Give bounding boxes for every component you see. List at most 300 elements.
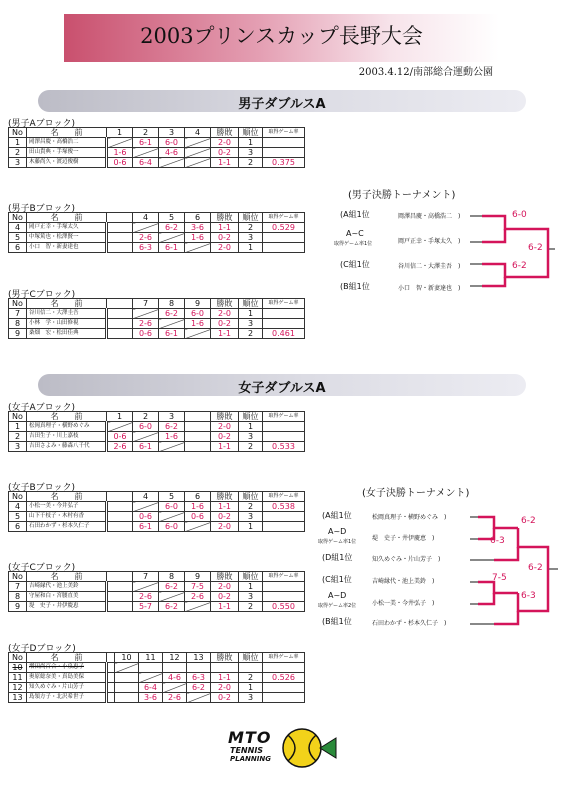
col-name: 名 前 xyxy=(27,299,107,309)
rank-cell: 1 xyxy=(239,522,263,532)
score-cell: 6-1 xyxy=(133,442,159,452)
rank-cell: 1 xyxy=(239,683,263,693)
men-block-b-table xyxy=(8,212,305,253)
col-spacer xyxy=(185,412,211,422)
wins-cell: 0-2 xyxy=(211,148,239,158)
rate-cell xyxy=(263,432,305,442)
bracket-win-line xyxy=(478,593,494,604)
entry-label: (A組1位 xyxy=(322,511,352,520)
table-row xyxy=(9,158,305,168)
rank-cell: 2 xyxy=(239,223,263,233)
score-cell: 6-4 xyxy=(139,683,163,693)
rate-cell xyxy=(263,422,305,432)
entry-note xyxy=(318,536,356,545)
table-row xyxy=(9,522,305,532)
match-score: 6-2 xyxy=(521,516,536,526)
score-cell: 0-6 xyxy=(107,432,133,442)
logo-text: PLANNING xyxy=(230,755,271,763)
col-opponent: 3 xyxy=(159,128,185,138)
men-block-b-title: (男子Bブロック) xyxy=(8,204,76,214)
score-cell: 0-6 xyxy=(133,329,159,339)
score-cell: 0-6 xyxy=(133,512,159,522)
entry-note xyxy=(318,600,356,609)
pair-name: 吉崎縁代・池上美鈴 xyxy=(27,582,107,592)
col-opponent: 1 xyxy=(107,412,133,422)
table-row xyxy=(9,683,305,693)
col-opponent: 13 xyxy=(187,653,211,663)
col-name: 名 前 xyxy=(27,492,107,502)
col-opponent: 2 xyxy=(133,128,159,138)
col-rank: 順位 xyxy=(239,653,263,663)
col-spacer xyxy=(107,492,133,502)
rate-cell: 0.375 xyxy=(263,158,305,168)
spacer-cell xyxy=(107,329,133,339)
self-cell xyxy=(159,233,185,243)
entry-name: 谷川信二・大澤圭吾 ) xyxy=(398,263,461,270)
col-no: No xyxy=(9,653,27,663)
score-cell: 2-6 xyxy=(133,592,159,602)
col-opponent: 4 xyxy=(133,213,159,223)
col-wins: 勝敗 xyxy=(211,213,239,223)
table-row xyxy=(9,432,305,442)
score-cell: 3-6 xyxy=(185,223,211,233)
bracket-line-red xyxy=(518,528,532,547)
score-cell: 7-5 xyxy=(185,582,211,592)
col-opponent: 9 xyxy=(185,572,211,582)
men-block-c-title: (男子Cブロック) xyxy=(8,290,76,300)
col-game-rate: 取得ゲーム率 xyxy=(263,653,305,663)
row-no: 6 xyxy=(9,522,27,532)
self-cell xyxy=(133,502,159,512)
empty-cell xyxy=(187,663,211,673)
mto-tennis-planning-logo xyxy=(228,724,338,772)
col-game-rate: 取得ゲーム率 xyxy=(263,299,305,309)
self-cell xyxy=(187,693,211,703)
entry-note xyxy=(334,238,372,247)
rank-cell: 1 xyxy=(239,138,263,148)
entry-label: (B組1位 xyxy=(340,282,370,291)
table-row xyxy=(9,309,305,319)
row-no: 10 xyxy=(9,663,27,673)
spacer-cell xyxy=(185,442,211,452)
col-no: No xyxy=(9,572,27,582)
entry-name: 小松一美・今井弘子 ) xyxy=(372,600,435,607)
table-row xyxy=(9,602,305,612)
col-rank: 順位 xyxy=(239,492,263,502)
col-name: 名 前 xyxy=(27,213,107,223)
row-no: 6 xyxy=(9,243,27,253)
pair-name: 岡澤昌慶・高橋浩二 xyxy=(27,138,107,148)
empty-cell xyxy=(185,148,211,158)
col-game-rate: 取得ゲーム率 xyxy=(263,128,305,138)
col-rank: 順位 xyxy=(239,572,263,582)
rank-cell: 3 xyxy=(239,693,263,703)
table-row xyxy=(9,512,305,522)
score-cell: 2-6 xyxy=(185,592,211,602)
rate-cell: 0.538 xyxy=(263,502,305,512)
rank-cell: 2 xyxy=(239,158,263,168)
spacer-cell xyxy=(107,502,133,512)
table-row xyxy=(9,422,305,432)
spacer-cell xyxy=(107,683,115,693)
self-cell xyxy=(159,512,185,522)
pair-name: 中塚篤也・松澤賢一 xyxy=(27,233,107,243)
wins-cell: 1-1 xyxy=(211,673,239,683)
col-opponent: 9 xyxy=(185,299,211,309)
score-cell: 3-6 xyxy=(139,693,163,703)
match-score: 6-2 xyxy=(528,563,543,573)
col-no: No xyxy=(9,492,27,502)
wins-cell: 1-1 xyxy=(211,223,239,233)
rank-cell: 1 xyxy=(239,582,263,592)
empty-cell xyxy=(139,663,163,673)
table-row xyxy=(9,148,305,158)
rate-cell xyxy=(263,148,305,158)
col-opponent: 3 xyxy=(159,412,185,422)
table-row xyxy=(9,442,305,452)
col-rank: 順位 xyxy=(239,213,263,223)
self-cell xyxy=(185,243,211,253)
rank-cell: 3 xyxy=(239,233,263,243)
wins-cell: 2-0 xyxy=(211,309,239,319)
men-block-c-table xyxy=(8,298,305,339)
pair-name: 石田わかず・杉本久仁子 xyxy=(27,522,107,532)
score-cell: 6-2 xyxy=(159,309,185,319)
col-name: 名 前 xyxy=(27,653,107,663)
rate-cell xyxy=(263,592,305,602)
wins-cell: 2-0 xyxy=(211,522,239,532)
women-block-d-table xyxy=(8,652,305,703)
wins-cell: 0-2 xyxy=(211,693,239,703)
self-cell xyxy=(163,683,187,693)
wins-cell: 1-1 xyxy=(211,329,239,339)
self-cell xyxy=(185,329,211,339)
rate-cell xyxy=(263,693,305,703)
match-score: 6-2 xyxy=(528,243,543,253)
score-cell: 6-1 xyxy=(133,522,159,532)
col-opponent: 4 xyxy=(133,492,159,502)
women-block-b-table xyxy=(8,491,305,532)
table-row xyxy=(9,693,305,703)
table-row xyxy=(9,243,305,253)
row-no: 5 xyxy=(9,512,27,522)
rank-cell: 3 xyxy=(239,592,263,602)
wins-cell: 0-2 xyxy=(211,512,239,522)
women-block-c-table xyxy=(8,571,305,612)
col-spacer xyxy=(107,572,133,582)
self-cell xyxy=(139,673,163,683)
rate-cell xyxy=(263,138,305,148)
match-score: 6-3 xyxy=(490,536,505,546)
rate-cell xyxy=(263,522,305,532)
score-cell: 6-1 xyxy=(159,243,185,253)
rank-cell: 2 xyxy=(239,329,263,339)
row-no: 9 xyxy=(9,602,27,612)
score-cell: 1-6 xyxy=(159,432,185,442)
entry-label: A~C xyxy=(346,229,364,238)
row-no: 13 xyxy=(9,693,27,703)
col-opponent: 6 xyxy=(185,213,211,223)
col-opponent: 7 xyxy=(133,572,159,582)
row-no: 4 xyxy=(9,223,27,233)
table-row xyxy=(9,138,305,148)
col-no: No xyxy=(9,299,27,309)
col-opponent: 8 xyxy=(159,299,185,309)
spacer-cell xyxy=(107,602,133,612)
row-no: 12 xyxy=(9,683,27,693)
entry-label: (C組1位 xyxy=(322,575,352,584)
rank-cell: 3 xyxy=(239,432,263,442)
col-wins: 勝敗 xyxy=(211,572,239,582)
pair-name: 島領方子・北沢希世子 xyxy=(27,693,107,703)
spacer-cell xyxy=(185,422,211,432)
score-cell: 4-6 xyxy=(163,673,187,683)
self-cell xyxy=(133,309,159,319)
score-cell: 1-6 xyxy=(107,148,133,158)
self-cell xyxy=(107,422,133,432)
col-spacer xyxy=(107,213,133,223)
rate-cell xyxy=(263,512,305,522)
col-name: 名 前 xyxy=(27,412,107,422)
table-row xyxy=(9,319,305,329)
wins-cell: 1-1 xyxy=(211,502,239,512)
score-cell: 1-6 xyxy=(185,233,211,243)
match-score: 6-0 xyxy=(512,210,527,220)
score-cell: 6-0 xyxy=(159,522,185,532)
rate-cell xyxy=(263,233,305,243)
col-opponent: 4 xyxy=(185,128,211,138)
women-tournament-heading: (女子決勝トーナメント) xyxy=(362,488,470,499)
score-cell: 2-6 xyxy=(133,319,159,329)
row-no: 5 xyxy=(9,233,27,243)
score-cell: 1-6 xyxy=(185,319,211,329)
wins-cell: 2-0 xyxy=(211,582,239,592)
spacer-cell xyxy=(107,522,133,532)
men-block-a-table xyxy=(8,127,305,168)
row-no: 1 xyxy=(9,422,27,432)
row-no: 9 xyxy=(9,329,27,339)
bracket-line-red xyxy=(482,277,505,286)
score-cell: 6-0 xyxy=(133,422,159,432)
self-cell xyxy=(133,148,159,158)
bracket-line-red xyxy=(482,229,505,242)
score-cell: 6-1 xyxy=(159,329,185,339)
entry-name: 堤 史子・井伊慶恵 ) xyxy=(372,535,435,542)
entry-label: (C組1位 xyxy=(340,260,370,269)
women-block-a-table xyxy=(8,411,305,452)
bracket-line-red xyxy=(478,582,518,593)
rate-cell xyxy=(263,683,305,693)
entry-label: (D組1位 xyxy=(322,553,353,562)
pair-name: 松岡真理子・横野めぐみ xyxy=(27,422,107,432)
women-bracket xyxy=(470,505,565,630)
spacer-cell xyxy=(107,582,133,592)
row-no: 3 xyxy=(9,158,27,168)
self-cell xyxy=(159,158,185,168)
entry-name: 吉崎縁代・池上美鈴 ) xyxy=(372,578,435,585)
rate-cell xyxy=(263,243,305,253)
score-cell: 6-4 xyxy=(133,158,159,168)
entry-name: 岡戸正幸・手塚太久 ) xyxy=(398,238,461,245)
col-spacer xyxy=(107,299,133,309)
match-score: 6-3 xyxy=(521,591,536,601)
col-opponent: 12 xyxy=(163,653,187,663)
women-section-title: 女子ダブルスA xyxy=(238,381,326,396)
score-cell: 6-2 xyxy=(159,582,185,592)
men-block-a-title: (男子Aブロック) xyxy=(8,119,75,129)
self-cell xyxy=(159,442,185,452)
wins-cell: 1-1 xyxy=(211,442,239,452)
wins-cell xyxy=(211,663,239,673)
col-no: No xyxy=(9,412,27,422)
col-opponent: 8 xyxy=(159,572,185,582)
men-tournament-heading: (男子決勝トーナメント) xyxy=(348,190,456,201)
rank-cell: 3 xyxy=(239,512,263,522)
col-wins: 勝敗 xyxy=(211,653,239,663)
self-cell xyxy=(185,602,211,612)
row-no: 2 xyxy=(9,432,27,442)
spacer-cell xyxy=(107,319,133,329)
score-cell: 2-6 xyxy=(133,233,159,243)
match-score: 6-2 xyxy=(512,261,527,271)
table-row xyxy=(9,502,305,512)
score-cell: 2-6 xyxy=(163,693,187,703)
col-opponent: 2 xyxy=(133,412,159,422)
men-section-title: 男子ダブルスA xyxy=(238,97,326,112)
col-opponent: 1 xyxy=(107,128,133,138)
row-no: 4 xyxy=(9,502,27,512)
pair-name: 堤 史子・井伊慶恵 xyxy=(27,602,107,612)
women-block-b-title: (女子Bブロック) xyxy=(8,483,76,493)
spacer-cell xyxy=(185,432,211,442)
rank-cell xyxy=(239,663,263,673)
spacer-cell xyxy=(107,309,133,319)
rate-cell: 0.461 xyxy=(263,329,305,339)
entry-label: A~D xyxy=(328,591,347,600)
entry-label: (B組1位 xyxy=(322,617,352,626)
col-game-rate: 取得ゲーム率 xyxy=(263,572,305,582)
self-cell xyxy=(185,522,211,532)
score-cell: 2-6 xyxy=(107,442,133,452)
score-cell: 1-6 xyxy=(185,502,211,512)
spacer-cell xyxy=(107,673,115,683)
col-game-rate: 取得ゲーム率 xyxy=(263,412,305,422)
entry-name: 石田わかず・杉本久仁子 ) xyxy=(372,620,447,627)
col-spacer xyxy=(107,653,115,663)
pair-name: 知久めぐみ・片山芳子 xyxy=(27,683,107,693)
col-wins: 勝敗 xyxy=(211,412,239,422)
pair-name: 小林 学・山田修視 xyxy=(27,319,107,329)
col-wins: 勝敗 xyxy=(211,299,239,309)
row-no: 2 xyxy=(9,148,27,158)
pair-name: 増田尚百合・小泉恵子 xyxy=(27,663,107,673)
entry-note-text: 取得ゲーム率1位 xyxy=(318,539,357,545)
col-opponent: 7 xyxy=(133,299,159,309)
empty-cell xyxy=(185,158,211,168)
spacer-cell xyxy=(107,243,133,253)
women-block-c-title: (女子Cブロック) xyxy=(8,563,76,573)
col-game-rate: 取得ゲーム率 xyxy=(263,213,305,223)
rank-cell: 2 xyxy=(239,442,263,452)
rank-cell: 1 xyxy=(239,243,263,253)
spacer-cell xyxy=(107,693,115,703)
empty-cell xyxy=(163,663,187,673)
score-cell: 6-2 xyxy=(187,683,211,693)
rate-cell: 0.533 xyxy=(263,442,305,452)
bracket-line-red xyxy=(494,611,518,624)
spacer-cell xyxy=(107,592,133,602)
wins-cell: 1-1 xyxy=(211,602,239,612)
spacer-cell xyxy=(107,233,133,243)
rank-cell: 1 xyxy=(239,309,263,319)
empty-cell xyxy=(185,138,211,148)
pair-name: 奥原総奈美・真島美保 xyxy=(27,673,107,683)
rank-cell: 1 xyxy=(239,422,263,432)
entry-label: A~D xyxy=(328,527,347,536)
score-cell: 6-0 xyxy=(159,502,185,512)
spacer-cell xyxy=(107,223,133,233)
score-cell: 6-0 xyxy=(159,138,185,148)
table-row xyxy=(9,582,305,592)
self-cell xyxy=(159,592,185,602)
score-cell: 0-6 xyxy=(185,512,211,522)
table-row xyxy=(9,673,305,683)
match-score: 7-5 xyxy=(492,573,507,583)
col-rank: 順位 xyxy=(239,299,263,309)
entry-note-text: 取得ゲーム率1位 xyxy=(334,241,373,247)
table-row xyxy=(9,592,305,602)
score-cell: 6-3 xyxy=(133,243,159,253)
wins-cell: 2-0 xyxy=(211,683,239,693)
pair-name: 山下千枝子・木村有香 xyxy=(27,512,107,522)
row-no: 3 xyxy=(9,442,27,452)
score-cell: 6-2 xyxy=(159,422,185,432)
rank-cell: 2 xyxy=(239,673,263,683)
rate-cell xyxy=(263,663,305,673)
row-no: 8 xyxy=(9,592,27,602)
pair-name: 守屋和白・宮腰直美 xyxy=(27,592,107,602)
entry-name: 知久めぐみ・片山芳子 ) xyxy=(372,556,441,563)
row-no: 11 xyxy=(9,673,27,683)
col-wins: 勝敗 xyxy=(211,128,239,138)
table-row xyxy=(9,233,305,243)
entry-name: 小口 智・新妻達也 ) xyxy=(398,285,461,292)
col-rank: 順位 xyxy=(239,412,263,422)
table-row xyxy=(9,329,305,339)
pair-name: 田山貴典・手塚俊一 xyxy=(27,148,107,158)
col-game-rate: 取得ゲーム率 xyxy=(263,492,305,502)
rate-cell xyxy=(263,582,305,592)
row-no: 7 xyxy=(9,309,27,319)
empty-cell xyxy=(115,683,139,693)
score-cell: 6-2 xyxy=(159,602,185,612)
wins-cell: 1-1 xyxy=(211,158,239,168)
rank-cell: 2 xyxy=(239,602,263,612)
self-cell xyxy=(115,663,139,673)
self-cell xyxy=(133,432,159,442)
row-no: 8 xyxy=(9,319,27,329)
bracket-line-red xyxy=(532,569,548,611)
pair-name: 吉田さよみ・藤森八千代 xyxy=(27,442,107,452)
pair-name: 桑畑 宏・松田佳典 xyxy=(27,329,107,339)
col-no: No xyxy=(9,213,27,223)
score-cell: 5-7 xyxy=(133,602,159,612)
row-no: 1 xyxy=(9,138,27,148)
score-cell: 6-2 xyxy=(159,223,185,233)
rank-cell: 2 xyxy=(239,502,263,512)
rate-cell: 0.550 xyxy=(263,602,305,612)
wins-cell: 0-2 xyxy=(211,319,239,329)
